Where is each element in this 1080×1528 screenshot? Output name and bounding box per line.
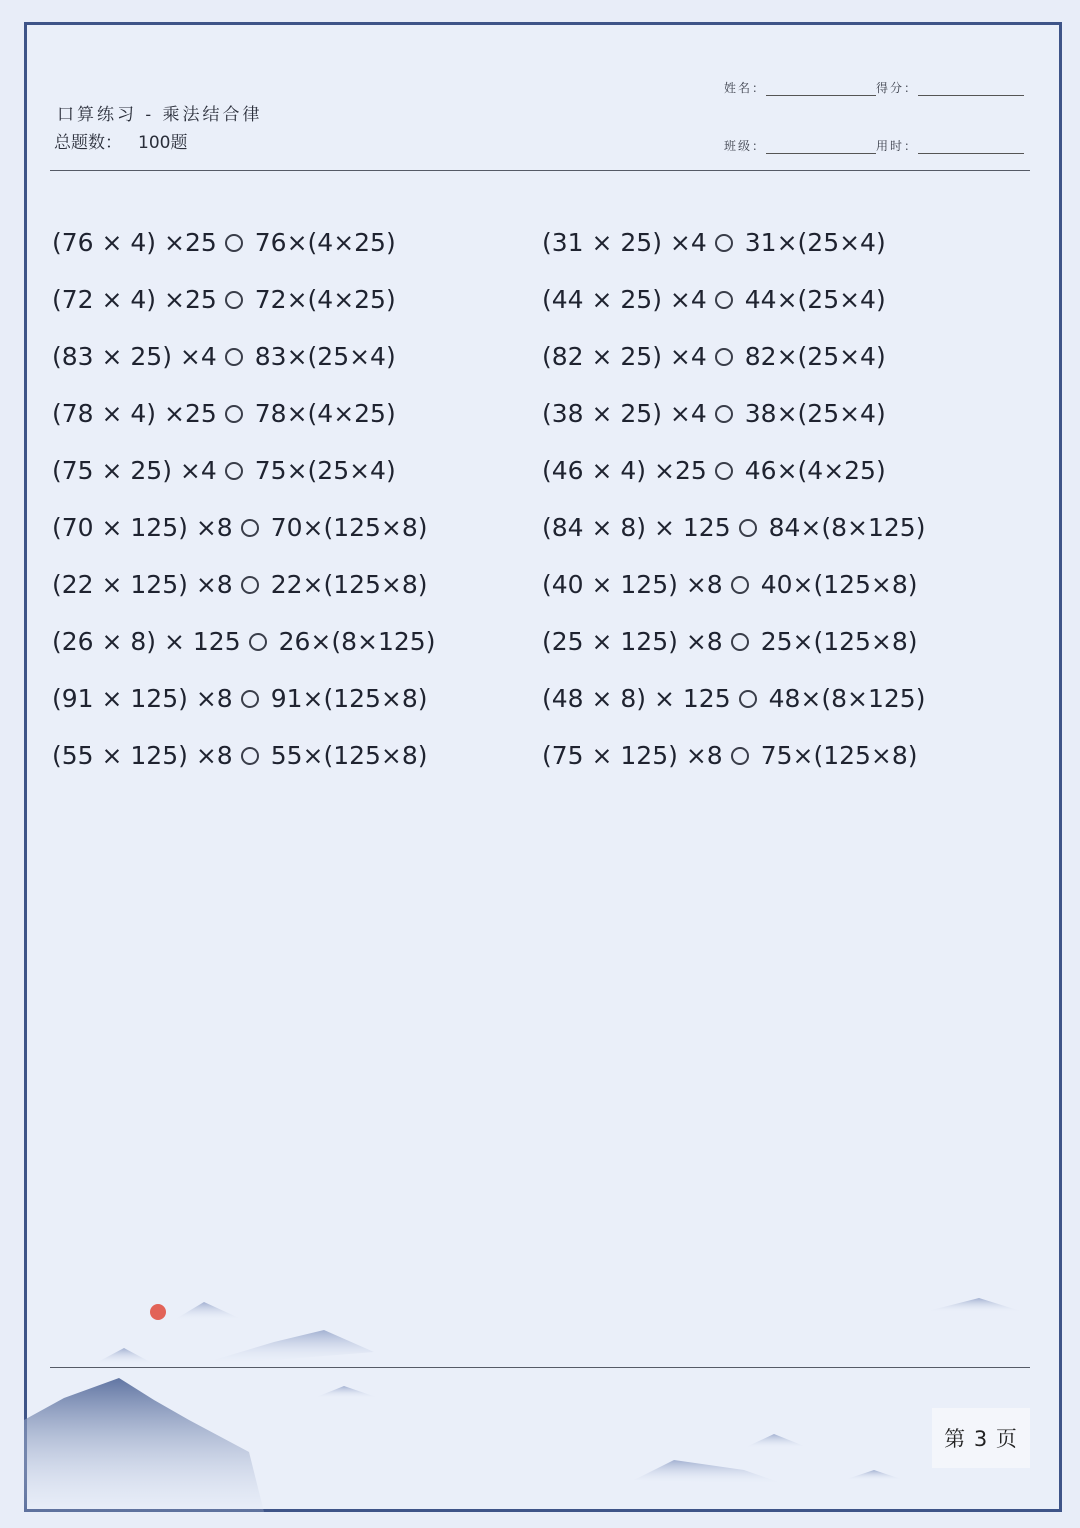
problem-lhs: (55 × 125) ×8: [52, 740, 233, 770]
name-score-row: [724, 74, 1030, 96]
name-label: 姓名：: [724, 81, 767, 95]
problem-item: [52, 271, 435, 328]
distant-peak-2: [94, 1348, 154, 1364]
problem-rhs: 70×(125×8): [270, 512, 428, 542]
problem-rhs: 44×(25×4): [744, 284, 886, 314]
answer-circle[interactable]: [715, 234, 733, 252]
problem-rhs: 82×(25×4): [744, 341, 886, 371]
problem-lhs: (26 × 8) × 125: [52, 626, 241, 656]
problem-item: [542, 214, 925, 271]
total-count: [54, 128, 187, 153]
problem-rhs: 55×(125×8): [270, 740, 428, 770]
problem-lhs: (83 × 25) ×4: [52, 341, 217, 371]
student-info-fields: [724, 74, 1030, 190]
problem-lhs: (75 × 125) ×8: [542, 740, 723, 770]
mid-ridge: [214, 1330, 374, 1364]
answer-circle[interactable]: [225, 462, 243, 480]
problem-item: [542, 442, 925, 499]
right-peak-4: [844, 1470, 904, 1480]
class-field[interactable]: [766, 139, 876, 154]
answer-circle[interactable]: [731, 633, 749, 651]
problem-lhs: (72 × 4) ×25: [52, 284, 217, 314]
mist-peak: [314, 1386, 379, 1398]
problem-rhs: 26×(8×125): [278, 626, 436, 656]
answer-circle[interactable]: [731, 747, 749, 765]
problem-rhs: 75×(25×4): [254, 455, 396, 485]
problem-lhs: (78 × 4) ×25: [52, 398, 217, 428]
answer-circle[interactable]: [225, 234, 243, 252]
red-sun: [150, 1304, 166, 1320]
problem-rhs: 75×(125×8): [760, 740, 918, 770]
answer-circle[interactable]: [241, 519, 259, 537]
problem-lhs: (44 × 25) ×4: [542, 284, 707, 314]
right-peak-1: [924, 1298, 1024, 1312]
problem-item: [542, 556, 925, 613]
problem-rhs: 84×(8×125): [768, 512, 926, 542]
problem-item: [542, 271, 925, 328]
class-label: 班级：: [724, 139, 767, 153]
problem-item: [52, 556, 435, 613]
main-mountain: [24, 1378, 264, 1512]
problem-item: [542, 613, 925, 670]
answer-circle[interactable]: [715, 405, 733, 423]
answer-circle[interactable]: [225, 291, 243, 309]
answer-circle[interactable]: [249, 633, 267, 651]
problem-item: [52, 499, 435, 556]
problem-item: [52, 613, 435, 670]
answer-circle[interactable]: [731, 576, 749, 594]
problem-rhs: 78×(4×25): [254, 398, 396, 428]
answer-circle[interactable]: [715, 291, 733, 309]
time-field[interactable]: [918, 139, 1024, 154]
total-value: 100题: [138, 133, 188, 153]
answer-circle[interactable]: [715, 348, 733, 366]
problem-rhs: 48×(8×125): [768, 683, 926, 713]
problem-lhs: (48 × 8) × 125: [542, 683, 731, 713]
answer-circle[interactable]: [225, 405, 243, 423]
problem-lhs: (75 × 25) ×4: [52, 455, 217, 485]
problem-item: [52, 670, 435, 727]
problem-lhs: (84 × 8) × 125: [542, 512, 731, 542]
problem-lhs: (91 × 125) ×8: [52, 683, 233, 713]
problem-item: [52, 328, 435, 385]
answer-circle[interactable]: [715, 462, 733, 480]
problem-item: [542, 727, 925, 784]
footer-divider: [50, 1367, 1030, 1368]
score-label: 得分：: [876, 81, 919, 95]
page-number: 第 3 页: [932, 1408, 1030, 1468]
answer-circle[interactable]: [225, 348, 243, 366]
right-peak-2: [634, 1460, 784, 1484]
problem-item: [542, 499, 925, 556]
right-peak-3: [744, 1434, 804, 1448]
problem-rhs: 38×(25×4): [744, 398, 886, 428]
problem-rhs: 83×(25×4): [254, 341, 396, 371]
answer-circle[interactable]: [241, 747, 259, 765]
header-divider: [50, 170, 1030, 171]
problem-item: [542, 385, 925, 442]
answer-circle[interactable]: [241, 576, 259, 594]
problem-rhs: 46×(4×25): [744, 455, 886, 485]
total-label: 总题数：: [54, 133, 122, 153]
problem-rhs: 22×(125×8): [270, 569, 428, 599]
worksheet-title: 口算练习 - 乘法结合律: [57, 105, 263, 125]
name-field[interactable]: [766, 81, 876, 96]
problem-lhs: (46 × 4) ×25: [542, 455, 707, 485]
problem-lhs: (22 × 125) ×8: [52, 569, 233, 599]
problem-item: [542, 328, 925, 385]
mountain-landscape-illustration: [24, 1280, 1062, 1512]
problem-lhs: (38 × 25) ×4: [542, 398, 707, 428]
problem-rhs: 25×(125×8): [760, 626, 918, 656]
answer-circle[interactable]: [739, 690, 757, 708]
problem-rhs: 31×(25×4): [744, 227, 886, 257]
problem-lhs: (40 × 125) ×8: [542, 569, 723, 599]
problem-item: [542, 670, 925, 727]
problem-item: [52, 214, 435, 271]
problem-rhs: 91×(125×8): [270, 683, 428, 713]
answer-circle[interactable]: [739, 519, 757, 537]
problem-lhs: (82 × 25) ×4: [542, 341, 707, 371]
distant-peak-1: [174, 1302, 239, 1320]
problem-rhs: 76×(4×25): [254, 227, 396, 257]
problem-lhs: (25 × 125) ×8: [542, 626, 723, 656]
class-time-row: [724, 132, 1030, 154]
time-label: 用时：: [876, 139, 919, 153]
answer-circle[interactable]: [241, 690, 259, 708]
problem-rhs: 40×(125×8): [760, 569, 918, 599]
problem-item: [52, 385, 435, 442]
problem-item: [52, 727, 435, 784]
problem-rhs: 72×(4×25): [254, 284, 396, 314]
problem-lhs: (31 × 25) ×4: [542, 227, 707, 257]
problem-item: [52, 442, 435, 499]
score-field[interactable]: [918, 81, 1024, 96]
problem-column-right: [542, 214, 925, 784]
problem-lhs: (76 × 4) ×25: [52, 227, 217, 257]
problem-lhs: (70 × 125) ×8: [52, 512, 233, 542]
problem-column-left: [52, 214, 435, 784]
